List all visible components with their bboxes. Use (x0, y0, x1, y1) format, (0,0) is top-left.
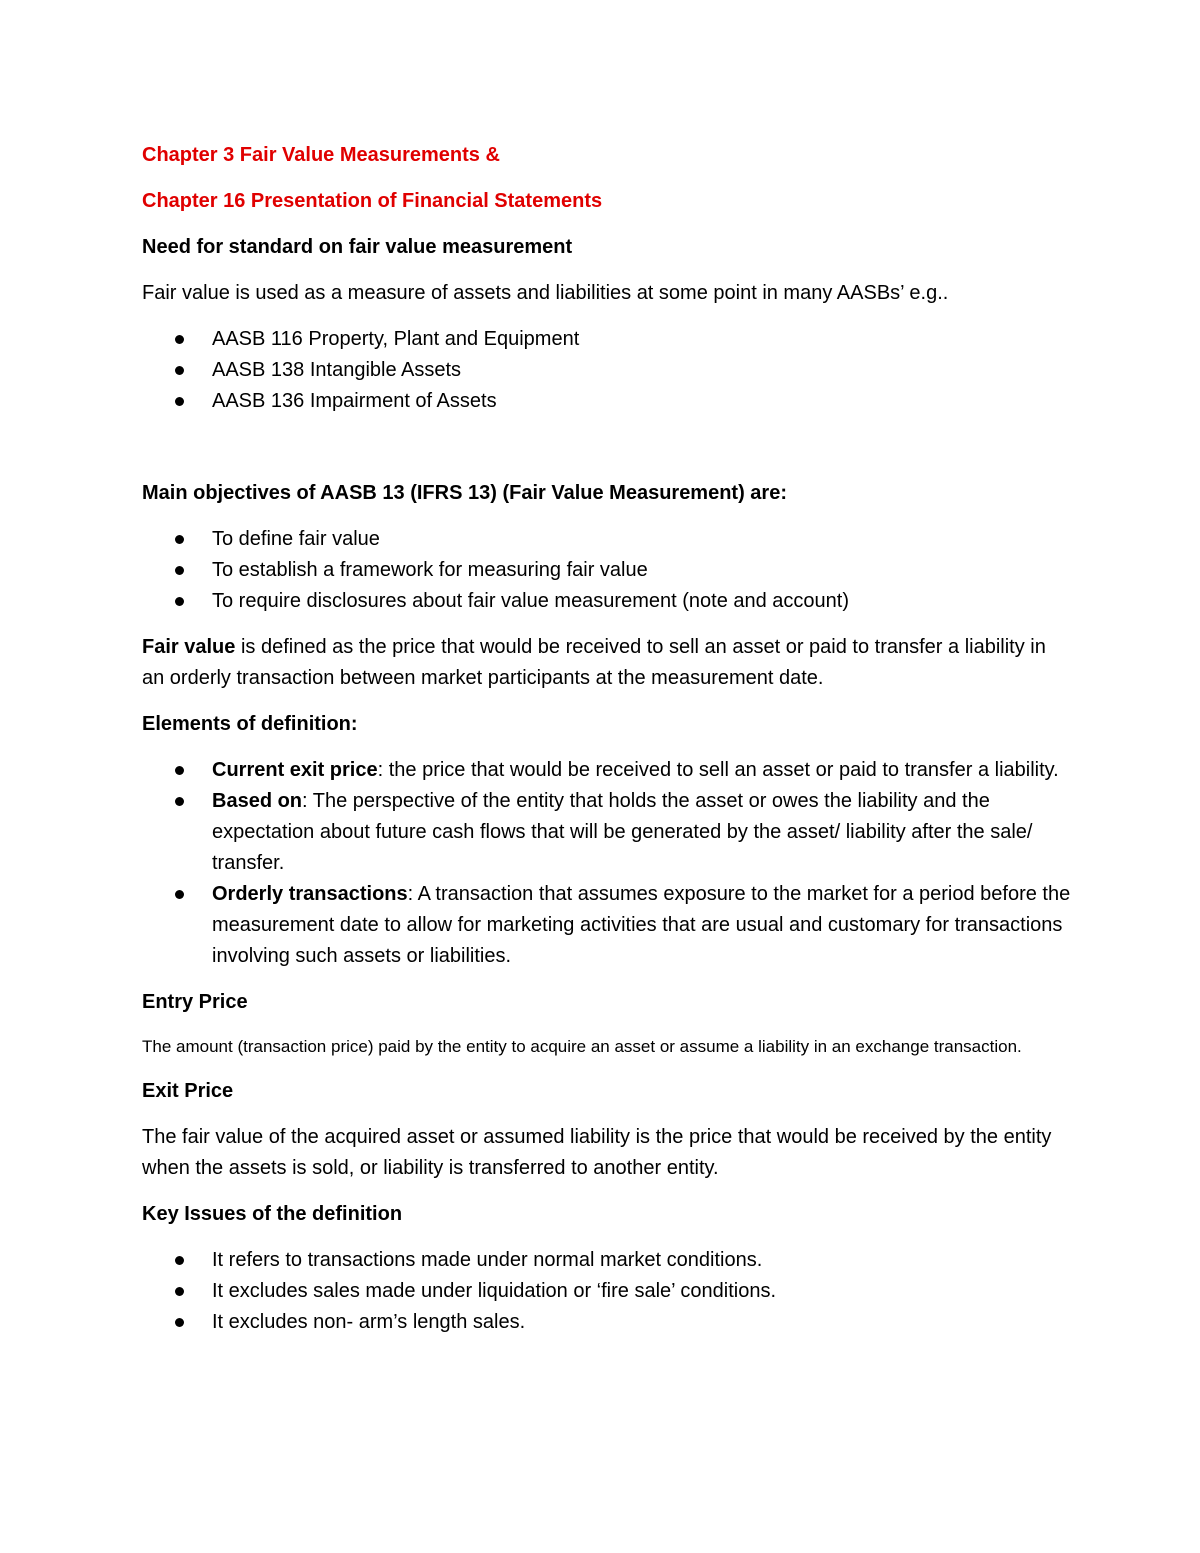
element-text: : A transaction that assumes exposure to the market for a period before the measurement date to allow for marketing activities that are usual and customary for transactions involving such assets or liabilities. (212, 883, 1071, 967)
objectives-list (142, 524, 1072, 617)
entry-price-text: The amount (transaction price) paid by the entity to acquire an asset or assume a liability in an exchange transaction. (142, 1037, 1022, 1056)
list-item-text: AASB 138 Intangible Assets (212, 359, 462, 381)
need-intro: Fair value is used as a measure of assets and liabilities at some point in many AASBs’ e.g.. (142, 282, 949, 304)
chapter-title-line-2: Chapter 16 Presentation of Financial Statements (142, 190, 603, 212)
bullet-icon (175, 566, 184, 575)
element-text: : the price that would be received to sell an asset or paid to transfer a liability. (377, 759, 1059, 781)
list-item (142, 555, 1072, 586)
bullet-icon (175, 366, 184, 375)
list-item-text: It excludes sales made under liquidation or ‘fire sale’ conditions. (212, 1280, 777, 1302)
chapter-title-line-1: Chapter 3 Fair Value Measurements & (142, 144, 500, 166)
spacer (142, 432, 1072, 478)
definition-text: is defined as the price that would be received to sell an asset or paid to transfer a liability in an orderly transaction between market participants at the measurement date. (142, 636, 1046, 689)
entry-price-heading: Entry Price (142, 991, 248, 1013)
key-issues-heading: Key Issues of the definition (142, 1203, 403, 1225)
element-term: Current exit price (212, 759, 378, 781)
bullet-icon (175, 890, 184, 899)
exit-price-heading: Exit Price (142, 1080, 234, 1102)
bullet-icon (175, 1256, 184, 1265)
key-issues-list (142, 1245, 1072, 1338)
list-item-text: AASB 136 Impairment of Assets (212, 390, 497, 412)
list-item (142, 324, 1072, 355)
list-item-text: AASB 116 Property, Plant and Equipment (212, 328, 580, 350)
elements-heading: Elements of definition: (142, 713, 358, 735)
document-page (142, 140, 1072, 1353)
list-item (142, 524, 1072, 555)
list-item-text: It refers to transactions made under normal market conditions. (212, 1249, 763, 1271)
need-heading: Need for standard on fair value measurement (142, 236, 573, 258)
element-term: Based on (212, 790, 303, 812)
bullet-icon (175, 766, 184, 775)
list-item-text: It excludes non- arm’s length sales. (212, 1311, 526, 1333)
list-item (142, 1307, 1072, 1338)
bullet-icon (175, 535, 184, 544)
definition-term: Fair value (142, 636, 236, 658)
bullet-icon (175, 397, 184, 406)
list-item-text: To require disclosures about fair value measurement (note and account) (212, 590, 850, 612)
element-term: Orderly transactions (212, 883, 408, 905)
objectives-heading: Main objectives of AASB 13 (IFRS 13) (Fair Value Measurement) are: (142, 482, 787, 504)
list-item (142, 1245, 1072, 1276)
list-item (142, 755, 1072, 786)
list-item-text: To define fair value (212, 528, 380, 550)
list-item (142, 386, 1072, 417)
aasb-list (142, 324, 1072, 417)
list-item (142, 586, 1072, 617)
bullet-icon (175, 1287, 184, 1296)
bullet-icon (175, 797, 184, 806)
list-item (142, 355, 1072, 386)
element-text: : The perspective of the entity that holds the asset or owes the liability and the expectation about future cash flows that will be generated by the asset/ liability after the sale/ transfer. (212, 790, 1033, 874)
bullet-icon (175, 1318, 184, 1327)
bullet-icon (175, 335, 184, 344)
bullet-icon (175, 597, 184, 606)
exit-price-text: The fair value of the acquired asset or assumed liability is the price that would be received by the entity when the assets is sold, or liability is transferred to another entity. (142, 1126, 1052, 1179)
list-item (142, 1276, 1072, 1307)
fair-value-definition (142, 632, 1072, 694)
list-item (142, 786, 1072, 879)
elements-list (142, 755, 1072, 972)
list-item-text: To establish a framework for measuring fair value (212, 559, 648, 581)
list-item (142, 879, 1072, 972)
